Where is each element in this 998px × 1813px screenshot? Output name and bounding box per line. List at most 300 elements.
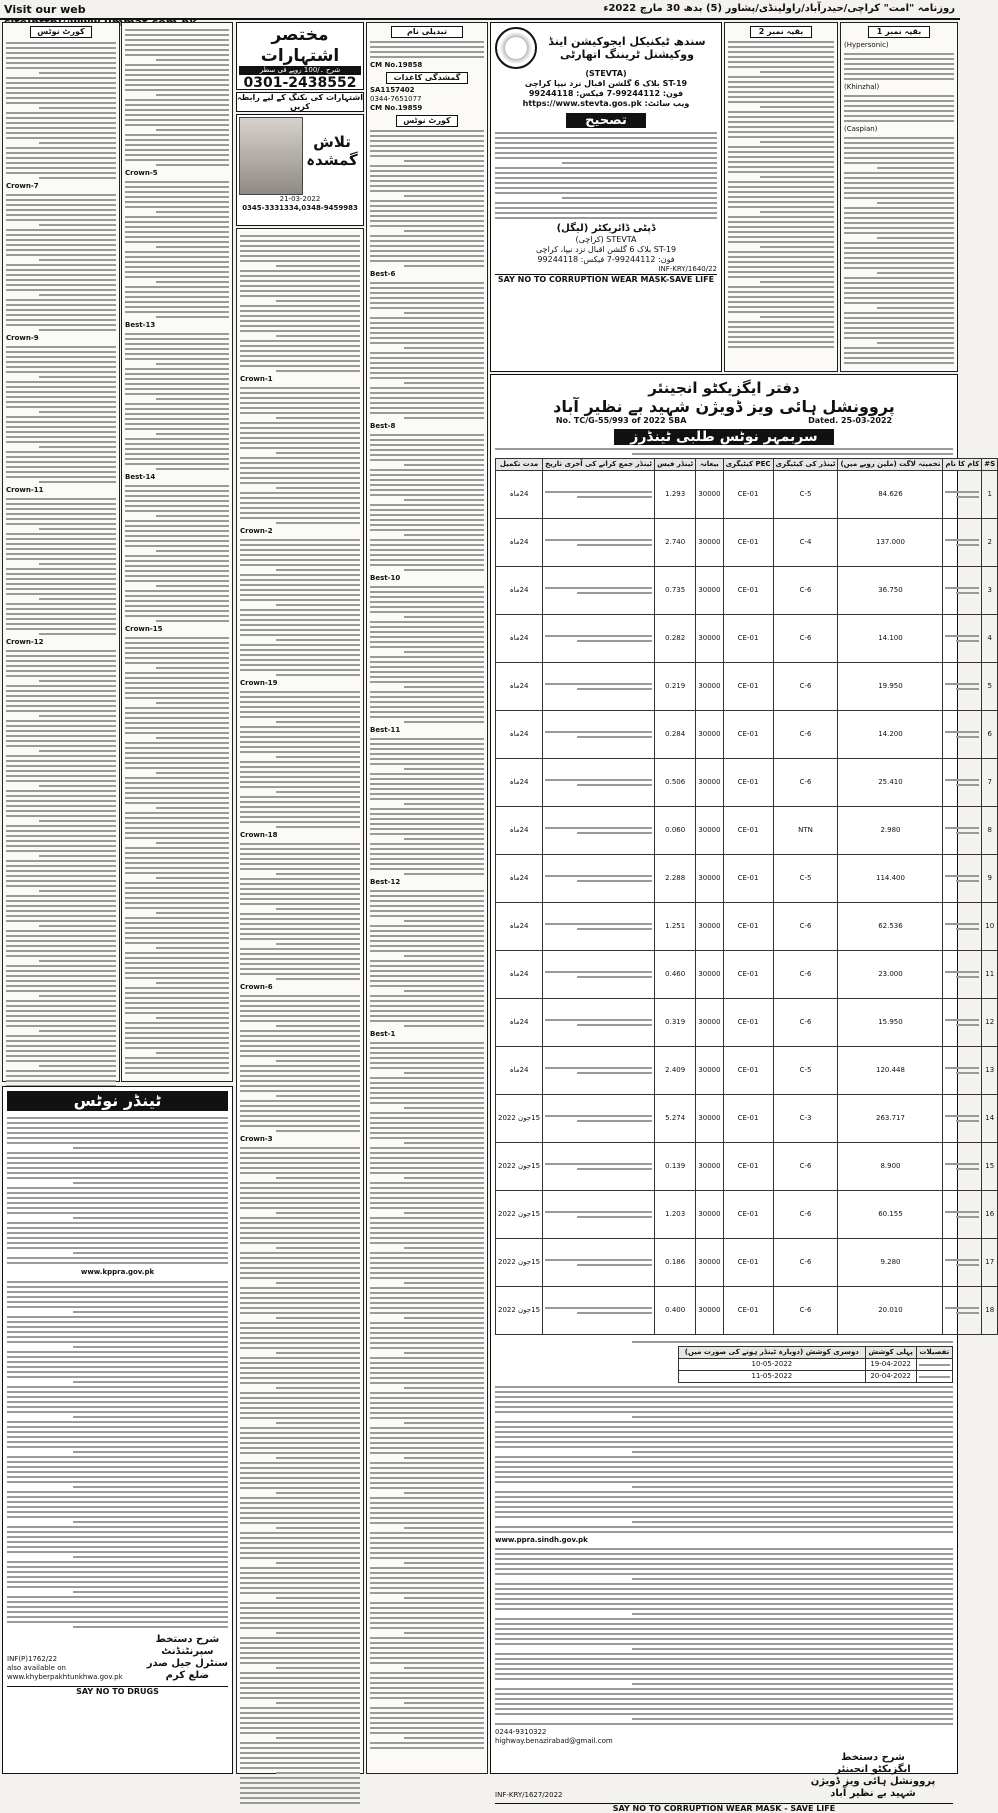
body-text-line [404, 1142, 484, 1144]
body-text-line [125, 186, 229, 188]
body-text-line [495, 1633, 953, 1635]
body-text-line [125, 378, 229, 380]
body-text-line [6, 775, 116, 777]
body-text-line [404, 920, 484, 922]
body-text-line [240, 1542, 360, 1544]
body-text-line [240, 1637, 360, 1639]
body-text-line [404, 534, 484, 536]
body-text-line [370, 711, 484, 713]
body-text-line [240, 1182, 360, 1184]
body-text-line [240, 761, 360, 763]
body-text-line [6, 583, 116, 585]
tender-cell-date [543, 759, 655, 807]
tender-sign-4: ضلع کرم [165, 1670, 210, 1681]
classifieds-title: مختصر اشتہارات [260, 25, 340, 66]
body-text-line [7, 1366, 228, 1368]
table-row [496, 759, 998, 807]
tender-cell-period: 15جون 2022 [496, 1191, 543, 1239]
body-text-line [125, 201, 229, 203]
body-text-line [728, 196, 834, 198]
body-text-line [844, 157, 954, 159]
body-text-line [6, 351, 116, 353]
body-text-line [125, 1067, 229, 1069]
tender-cell-s: 9 [982, 855, 998, 903]
body-text-line [125, 154, 229, 156]
body-text-line [125, 119, 229, 121]
body-text-line [125, 595, 229, 597]
body-text-line [370, 828, 484, 830]
body-text-line [7, 1511, 228, 1513]
body-text-line [240, 1105, 360, 1107]
tender-cell-work [943, 1287, 982, 1335]
body-text-line [125, 1042, 229, 1044]
classifieds-column-1 [236, 228, 364, 1774]
body-text-line [370, 1577, 484, 1579]
body-text-line [125, 109, 229, 111]
tender-cell-cost: 60.155 [838, 1191, 943, 1239]
body-text-line [240, 1717, 360, 1719]
body-text-line [6, 441, 116, 443]
tender-cell-pec: CE-01 [723, 567, 773, 615]
body-text-line [370, 1052, 484, 1054]
body-text-line [240, 1462, 360, 1464]
tender-sign-1: شرح دستخط [155, 1634, 220, 1645]
body-text-line [370, 1042, 484, 1044]
body-text-line [404, 1107, 484, 1109]
body-text-line [240, 1577, 360, 1579]
tender-cell-fee: 0.460 [655, 951, 696, 999]
body-text-line [370, 352, 484, 354]
body-text-line [370, 150, 484, 152]
body-text-line [276, 674, 360, 676]
body-text-line [728, 326, 834, 328]
body-text-line [276, 1632, 360, 1634]
body-text-line [6, 1060, 116, 1062]
body-text-line [73, 1252, 228, 1254]
body-text-line [6, 573, 116, 575]
body-text-line [370, 1362, 484, 1364]
body-text-line [495, 1663, 953, 1665]
body-text-line [728, 51, 834, 53]
xen-number: No. TC/G-55/993 of 2022 SBA [555, 416, 687, 425]
body-text-line [6, 730, 116, 732]
body-text-line [7, 1361, 228, 1363]
schedule-col-header: تفصیلات [916, 1347, 952, 1359]
tender-cell-fee: 0.139 [655, 1143, 696, 1191]
body-text-line [728, 226, 834, 228]
body-text-line [240, 796, 360, 798]
body-text-line [404, 382, 484, 384]
body-text-line [370, 793, 484, 795]
body-text-line [240, 280, 360, 282]
body-text-line [495, 1401, 953, 1403]
body-text-line [6, 42, 116, 44]
body-text-line [240, 589, 360, 591]
body-text-line [240, 1752, 360, 1754]
body-text-line [6, 670, 116, 672]
table-row [496, 999, 998, 1047]
body-text-line [370, 1382, 484, 1384]
body-text-line [125, 368, 229, 370]
tender-cell-work [943, 1047, 982, 1095]
body-text-line [370, 1637, 484, 1639]
body-text-line [760, 71, 834, 73]
body-text-line [7, 1212, 228, 1214]
body-text-line [276, 791, 360, 793]
body-text-line [240, 1782, 360, 1784]
body-text-line [495, 1406, 953, 1408]
body-text-line [6, 249, 116, 251]
body-text-line [73, 1416, 228, 1418]
body-text-line [240, 888, 360, 890]
body-text-line [370, 1062, 484, 1064]
body-text-line [370, 397, 484, 399]
body-text-line [240, 397, 360, 399]
body-text-line [156, 737, 229, 739]
body-text-line [370, 504, 484, 506]
body-text-line [370, 41, 484, 43]
body-text-line [125, 79, 229, 81]
body-text-line [240, 1277, 360, 1279]
xen-phone: 0244-9310322 [495, 1728, 547, 1736]
body-text-line [240, 310, 360, 312]
body-text-line [370, 1287, 484, 1289]
tender-cell-cat: C-5 [773, 855, 838, 903]
body-text-line [495, 1441, 953, 1443]
body-text-line [370, 297, 484, 299]
body-text-line [7, 1127, 228, 1129]
body-text-line [495, 212, 717, 214]
tender-cell-cost: 137.000 [838, 519, 943, 567]
tender-cell-date [543, 999, 655, 1047]
body-text-line [370, 1372, 484, 1374]
body-text-line [495, 147, 717, 149]
body-text-line [6, 1020, 116, 1022]
body-text-line [125, 271, 229, 273]
body-text-line [240, 1085, 360, 1087]
tender-cell-fee: 0.060 [655, 807, 696, 855]
body-text-line [240, 1592, 360, 1594]
body-text-line [6, 955, 116, 957]
body-text-line [240, 432, 360, 434]
body-text-line [370, 1487, 484, 1489]
body-text-line [6, 204, 116, 206]
body-text-line [73, 1626, 228, 1628]
body-text-line [240, 594, 360, 596]
body-text-line [7, 1576, 228, 1578]
body-text-line [495, 1698, 953, 1700]
body-text-line [370, 905, 484, 907]
body-text-line [125, 29, 229, 31]
tender-cell-fee: 0.186 [655, 1239, 696, 1287]
tender-cell-work [943, 615, 982, 663]
body-text-line [370, 910, 484, 912]
body-text-line [125, 403, 229, 405]
cm-number-1: CM No.19858 [370, 61, 423, 69]
body-text-line [240, 1507, 360, 1509]
box1-caspian: (Caspian) [844, 125, 878, 133]
body-text-line [370, 444, 484, 446]
body-text-line [156, 164, 229, 166]
body-text-line [125, 927, 229, 929]
table-row [496, 615, 998, 663]
body-text-line [370, 215, 484, 217]
body-text-line [240, 1035, 360, 1037]
body-text-line [370, 863, 484, 865]
body-text-line [240, 1432, 360, 1434]
body-text-line [240, 726, 360, 728]
body-text-line [370, 175, 484, 177]
body-text-line [370, 915, 484, 917]
body-text-line [370, 46, 484, 48]
body-text-line [240, 1407, 360, 1409]
body-text-line [125, 847, 229, 849]
body-text-line [495, 137, 717, 139]
body-text-line [6, 690, 116, 692]
body-text-line [240, 1572, 360, 1574]
body-text-line [39, 715, 116, 717]
body-text-line [728, 86, 834, 88]
body-text-line [240, 1172, 360, 1174]
body-text-line [370, 1172, 484, 1174]
body-text-line [370, 833, 484, 835]
body-text-line [240, 482, 360, 484]
body-text-line [6, 760, 116, 762]
body-text-line [370, 1727, 484, 1729]
ad-code-label: Crown-1 [240, 375, 273, 383]
body-text-line [125, 957, 229, 959]
tender-inf: INF(P)1762/22 [7, 1655, 58, 1663]
body-text-line [6, 304, 116, 306]
body-text-line [156, 129, 229, 131]
body-text-line [495, 1396, 953, 1398]
body-text-line [370, 190, 484, 192]
body-text-line [370, 1222, 484, 1224]
body-text-line [276, 1060, 360, 1062]
body-text-line [125, 485, 229, 487]
body-text-line [370, 798, 484, 800]
body-text-line [240, 497, 360, 499]
body-text-line [370, 180, 484, 182]
body-text-line [6, 508, 116, 510]
body-text-line [73, 1381, 228, 1383]
body-text-line [370, 1657, 484, 1659]
body-text-line [370, 1232, 484, 1234]
body-text-line [125, 992, 229, 994]
body-text-line [125, 742, 229, 744]
body-text-line [404, 1387, 484, 1389]
tender-online-url: www.khyberpakhtunkhwa.gov.pk [7, 1673, 123, 1681]
body-text-line [7, 1606, 228, 1608]
body-text-line [125, 682, 229, 684]
body-text-line [7, 1321, 228, 1323]
body-text-line [404, 990, 484, 992]
body-text-line [6, 745, 116, 747]
body-text-line [6, 209, 116, 211]
body-text-line [125, 932, 229, 934]
body-text-line [404, 1702, 484, 1704]
body-text-line [844, 232, 954, 234]
body-text-line [240, 696, 360, 698]
tender-col-header: مدت تکمیل [496, 459, 543, 471]
body-text-line [73, 1217, 228, 1219]
body-text-line [125, 261, 229, 263]
body-text-line [495, 1496, 953, 1498]
body-text-line [156, 433, 229, 435]
classifieds-phone: 0301-2438552 [243, 75, 357, 91]
body-text-line [7, 1172, 228, 1174]
body-text-line [125, 358, 229, 360]
body-text-line [6, 518, 116, 520]
body-text-line [495, 1588, 953, 1590]
body-text-line [276, 300, 360, 302]
body-text-line [495, 177, 717, 179]
body-text-line [370, 260, 484, 262]
body-text-line [6, 875, 116, 877]
body-text-line [728, 81, 834, 83]
body-text-line [7, 1496, 228, 1498]
body-text-line [276, 1387, 360, 1389]
body-text-line [240, 1607, 360, 1609]
body-text-line [728, 66, 834, 68]
body-text-line [370, 1427, 484, 1429]
body-text-line [125, 348, 229, 350]
body-text-line [404, 651, 484, 653]
body-text-line [156, 667, 229, 669]
body-text-line [370, 1622, 484, 1624]
body-text-line [125, 575, 229, 577]
body-text-line [370, 738, 484, 740]
body-text-line [370, 1542, 484, 1544]
body-text-line [370, 387, 484, 389]
body-text-line [370, 1367, 484, 1369]
body-text-line [370, 1152, 484, 1154]
body-text-line [370, 529, 484, 531]
body-text-line [125, 54, 229, 56]
tender-cell-date [543, 807, 655, 855]
tender-cell-cat: C-5 [773, 471, 838, 519]
body-text-line [495, 1703, 953, 1705]
body-text-line [240, 1100, 360, 1102]
body-text-line [370, 1132, 484, 1134]
body-text-line [495, 1673, 953, 1675]
body-text-line [240, 1312, 360, 1314]
body-text-line [404, 1282, 484, 1284]
body-text-line [240, 1622, 360, 1624]
body-text-line [6, 705, 116, 707]
body-text-line [125, 570, 229, 572]
body-text-line [7, 1401, 228, 1403]
body-text-line [125, 600, 229, 602]
body-text-line [7, 1167, 228, 1169]
body-text-line [844, 302, 954, 304]
body-text-line [370, 130, 484, 132]
table-row [496, 1143, 998, 1191]
body-text-line [844, 242, 954, 244]
body-text-line [240, 315, 360, 317]
body-text-line [728, 41, 834, 43]
xen-inf: INF-KRY/1627/2022 [495, 1791, 563, 1799]
body-text-line [39, 481, 116, 483]
tender-cell-date [543, 1095, 655, 1143]
body-text-line [370, 1537, 484, 1539]
body-text-line [760, 316, 834, 318]
body-text-line [370, 1377, 484, 1379]
body-text-line [7, 1237, 228, 1239]
body-text-line [240, 1402, 360, 1404]
body-text-line [240, 387, 360, 389]
body-text-line [125, 647, 229, 649]
body-text-line [125, 862, 229, 864]
tender-cell-pec: CE-01 [723, 807, 773, 855]
tender-cell-period: 15جون 2022 [496, 1287, 543, 1335]
tender-cell-period: 24ماہ [496, 663, 543, 711]
body-text-line [370, 1747, 484, 1749]
body-text-line [370, 307, 484, 309]
body-text-line [6, 396, 116, 398]
body-text-line [7, 1207, 228, 1209]
tender-cell-cost: 8.900 [838, 1143, 943, 1191]
body-text-line [844, 197, 954, 199]
body-text-line [6, 860, 116, 862]
body-text-line [370, 706, 484, 708]
body-text-line [125, 797, 229, 799]
body-text-line [240, 1472, 360, 1474]
body-text-line [6, 1010, 116, 1012]
body-text-line [125, 463, 229, 465]
body-text-line [240, 1202, 360, 1204]
body-text-line [240, 1547, 360, 1549]
body-text-line [370, 656, 484, 658]
body-text-line [240, 731, 360, 733]
body-text-line [370, 1412, 484, 1414]
body-text-line [240, 330, 360, 332]
tender-cell-fee: 1.251 [655, 903, 696, 951]
body-text-line [125, 69, 229, 71]
body-text-line [6, 82, 116, 84]
body-text-line [276, 1702, 360, 1704]
body-text-line [7, 1316, 228, 1318]
body-text-line [125, 997, 229, 999]
body-text-line [240, 250, 360, 252]
body-text-line [125, 535, 229, 537]
body-text-line [370, 925, 484, 927]
body-text-line [844, 137, 954, 139]
body-text-line [495, 1603, 953, 1605]
body-text-line [370, 995, 484, 997]
tender-cell-s: 15 [982, 1143, 998, 1191]
body-text-line [125, 191, 229, 193]
body-text-line [7, 1177, 228, 1179]
body-text-line [156, 620, 229, 622]
body-text-line [6, 1005, 116, 1007]
body-text-line [728, 241, 834, 243]
body-text-line [844, 247, 954, 249]
tender-col-header: ٹینڈر فیس [655, 459, 696, 471]
body-text-line [370, 210, 484, 212]
body-text-line [125, 892, 229, 894]
body-text-line [240, 1157, 360, 1159]
body-text-line [495, 1466, 953, 1468]
body-text-line [6, 533, 116, 535]
body-text-line [240, 634, 360, 636]
body-text-line [6, 765, 116, 767]
body-text-line [276, 1352, 360, 1354]
body-text-line [125, 530, 229, 532]
body-text-line [7, 1596, 228, 1598]
body-text-line [240, 240, 360, 242]
body-text-line [7, 1386, 228, 1388]
